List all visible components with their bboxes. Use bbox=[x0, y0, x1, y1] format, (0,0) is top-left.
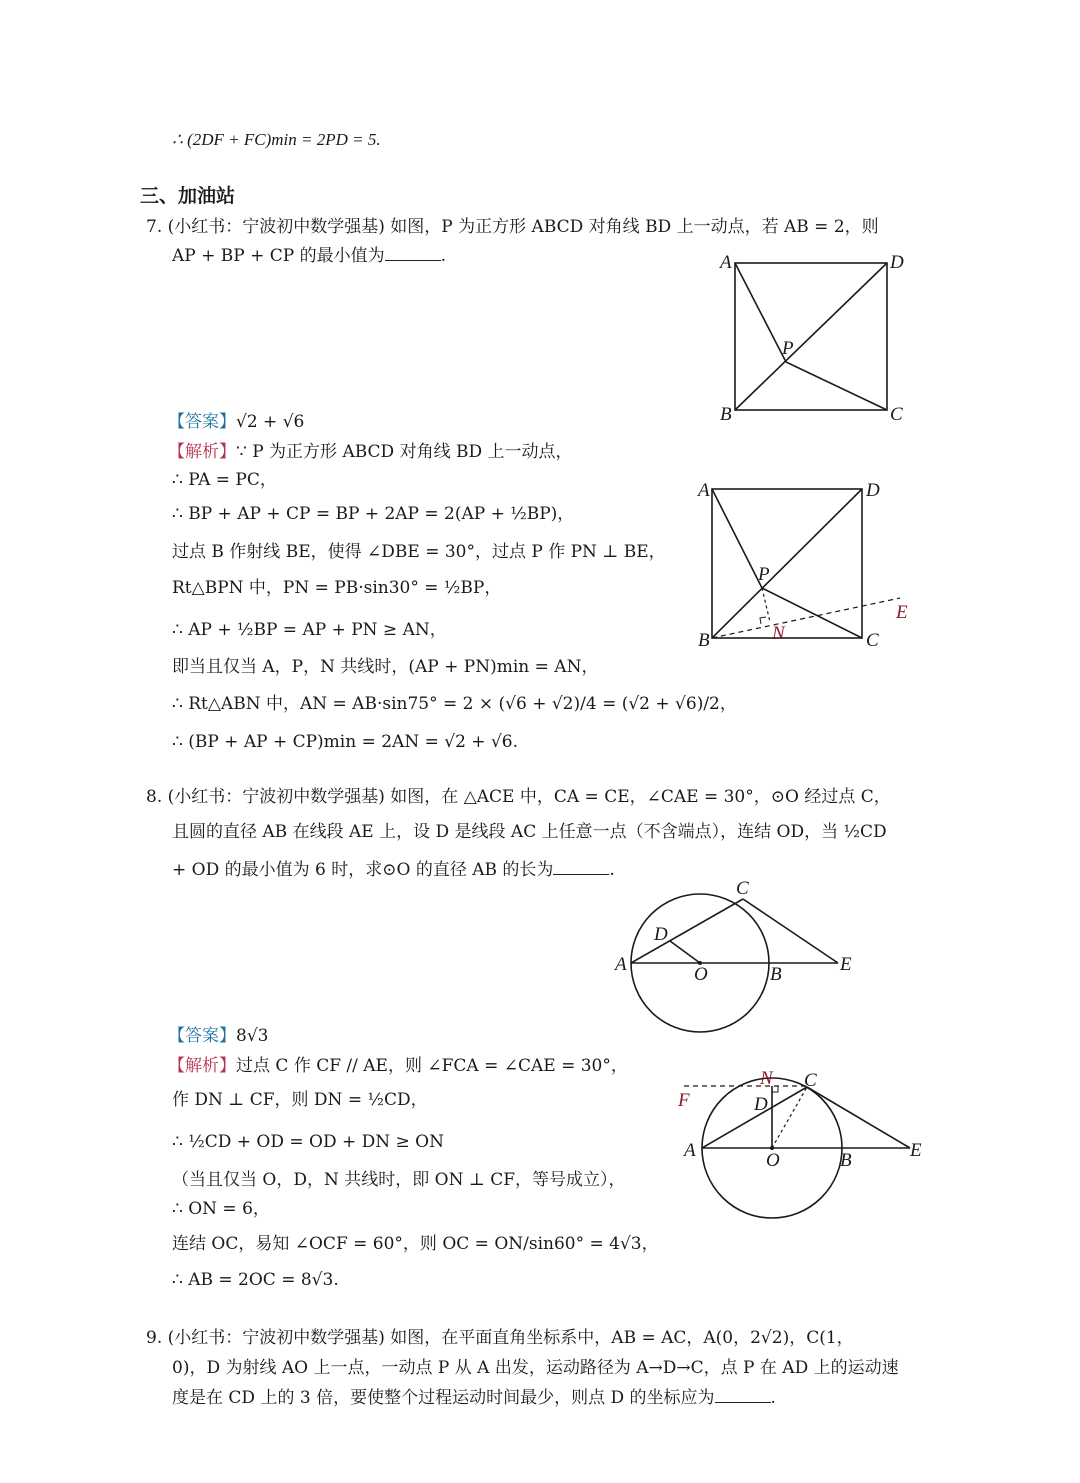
q7-statement-line2 bbox=[172, 244, 446, 268]
q7-fig2-label-p: P bbox=[758, 564, 770, 585]
q7-answer-tag: 【答案】 bbox=[168, 412, 236, 432]
q8-step-4: （当且仅当 O，D，N 共线时，即 ON ⊥ CF，等号成立）， bbox=[172, 1170, 626, 1190]
q7-fig2-label-c: C bbox=[866, 630, 879, 651]
q8-step-5: ∴ ON = 6， bbox=[172, 1199, 270, 1219]
q8-statement-line2: 且圆的直径 AB 在线段 AE 上，设 D 是线段 AC 上任意一点（不含端点），连结 OD，当 ½CD bbox=[172, 822, 887, 842]
q7-fig2-label-a: A bbox=[698, 480, 710, 501]
q7-analysis-line1 bbox=[168, 440, 573, 464]
q7-step-6: ∴ AP + ½BP = AP + PN ≥ AN， bbox=[172, 620, 447, 640]
q8-fig2-segment-ce bbox=[807, 1087, 910, 1148]
q8-fig2-label-d: D bbox=[754, 1094, 768, 1115]
q7-fig1-diagonal-bd bbox=[735, 263, 887, 410]
q8-fig2-label-c: C bbox=[804, 1070, 817, 1091]
q8-fig2-segment-oc bbox=[772, 1087, 807, 1148]
q8-step-7: ∴ AB = 2OC = 8√3. bbox=[172, 1270, 339, 1290]
q7-figure-solution bbox=[690, 476, 930, 656]
q7-fig2-label-n: N bbox=[772, 623, 785, 644]
q8-figure-solution bbox=[672, 1064, 932, 1234]
q8-line3-text: + OD 的最小值为 6 时，求⊙O 的直径 AB 的长为 bbox=[172, 860, 554, 880]
q7-line2-end: . bbox=[440, 246, 447, 266]
q7-answer-value: √2 + √6 bbox=[236, 412, 305, 432]
q7-line2-text: AP + BP + CP 的最小值为 bbox=[172, 246, 385, 266]
q7-fig2-right-angle bbox=[760, 617, 766, 624]
q7-figure-square bbox=[700, 248, 930, 428]
q8-analysis-tag: 【解析】 bbox=[168, 1056, 236, 1076]
q9-line3-end: . bbox=[770, 1388, 776, 1408]
q7-fig1-label-p: P bbox=[782, 338, 794, 359]
q8-answer-tag: 【答案】 bbox=[168, 1026, 236, 1046]
q7-fig1-segment-ap bbox=[735, 263, 786, 362]
q7-fig1-label-b: B bbox=[720, 404, 732, 425]
q7-answer-line bbox=[168, 410, 304, 434]
q9-statement-line3 bbox=[172, 1386, 776, 1410]
q7-answer-blank bbox=[385, 244, 441, 261]
q9-answer-blank bbox=[715, 1386, 771, 1403]
q7-analysis-tag: 【解析】 bbox=[168, 442, 236, 462]
q8-step-3: ∴ ½CD + OD = OD + DN ≥ ON bbox=[172, 1132, 444, 1152]
q7-fig1-segment-pc bbox=[786, 362, 887, 410]
q8-fig2-label-n: N bbox=[760, 1068, 773, 1089]
q8-analysis-line1 bbox=[168, 1054, 628, 1078]
q8-fig1-label-e: E bbox=[840, 954, 852, 975]
q8-fig1-label-o: O bbox=[694, 964, 708, 985]
q8-statement-line1: 8. (小红书：宁波初中数学强基) 如图，在 △ACE 中，CA = CE，∠CAE = 30°，⊙O 经过点 C， bbox=[146, 787, 891, 807]
q8-fig2-right-angle bbox=[772, 1086, 778, 1092]
section-title: 三、加油站 bbox=[140, 185, 236, 207]
q7-fig2-diagonal-bd bbox=[712, 489, 862, 638]
q8-fig2-label-e: E bbox=[910, 1140, 922, 1161]
q7-step-5: Rt△BPN 中，PN = PB·sin30° = ½BP， bbox=[172, 578, 502, 598]
q8-fig1-label-c: C bbox=[736, 878, 749, 899]
q8-fig1-segment-ce bbox=[743, 899, 838, 963]
q7-fig1-label-d: D bbox=[890, 252, 904, 273]
q9-statement-line1: 9. (小红书：宁波初中数学强基) 如图，在平面直角坐标系中，AB = AC，A(0，2√2)，C(1， bbox=[146, 1328, 854, 1348]
q8-fig1-label-a: A bbox=[615, 954, 627, 975]
q7-step-9: ∴ (BP + AP + CP)min = 2AN = √2 + √6. bbox=[172, 732, 519, 752]
q9-line3-text: 度是在 CD 上的 3 倍，要使整个过程运动时间最少，则点 D 的坐标应为 bbox=[172, 1388, 715, 1408]
q8-answer-line bbox=[168, 1024, 268, 1048]
q8-line3-end: . bbox=[609, 860, 615, 880]
q8-fig1-segment-od bbox=[670, 941, 700, 963]
q8-figure-circle bbox=[610, 880, 870, 1035]
q7-fig2-label-b: B bbox=[698, 630, 710, 651]
q7-step-7: 即当且仅当 A，P，N 共线时，(AP + PN)min = AN， bbox=[172, 657, 599, 677]
q9-statement-line2: 0)，D 为射线 AO 上一点，一动点 P 从 A 出发，运动路径为 A→D→C，点 P 在 AD 上的运动速 bbox=[172, 1358, 899, 1378]
q8-answer-blank bbox=[553, 858, 609, 875]
q7-step-1: ∵ P 为正方形 ABCD 对角线 BD 上一动点， bbox=[236, 442, 573, 462]
q8-fig2-label-o: O bbox=[766, 1150, 780, 1171]
q7-fig2-segment-ap bbox=[712, 489, 762, 588]
q7-statement-line1: 7. (小红书：宁波初中数学强基) 如图，P 为正方形 ABCD 对角线 BD 上一动点，若 AB = 2，则 bbox=[146, 217, 879, 237]
q7-fig1-label-c: C bbox=[890, 404, 903, 425]
q8-fig2-label-b: B bbox=[840, 1150, 852, 1171]
q8-fig2-label-a: A bbox=[684, 1140, 696, 1161]
top-conclusion: ∴ (2DF + FC)min = 2PD = 5. bbox=[172, 130, 381, 149]
q7-step-3: ∴ BP + AP + CP = BP + 2AP = 2(AP + ½BP)， bbox=[172, 504, 575, 524]
q8-statement-line3 bbox=[172, 858, 615, 882]
q8-fig1-label-d: D bbox=[654, 924, 668, 945]
q8-fig1-label-b: B bbox=[770, 964, 782, 985]
q8-fig2-label-f: F bbox=[678, 1090, 690, 1111]
q8-step-6: 连结 OC，易知 ∠OCF = 60°，则 OC = ON/sin60° = 4√3， bbox=[172, 1234, 659, 1254]
q7-fig2-label-e: E bbox=[896, 602, 908, 623]
q8-step-2: 作 DN ⊥ CF，则 DN = ½CD， bbox=[172, 1090, 428, 1110]
q7-fig2-label-d: D bbox=[866, 480, 880, 501]
q7-step-4: 过点 B 作射线 BE，使得 ∠DBE = 30°，过点 P 作 PN ⊥ BE， bbox=[172, 542, 666, 562]
q7-fig2-segment-pn bbox=[762, 588, 770, 622]
q7-step-8: ∴ Rt△ABN 中，AN = AB·sin75° = 2 × (√6 + √2)/4 = (√2 + √6)/2， bbox=[172, 694, 737, 714]
q7-fig1-label-a: A bbox=[720, 252, 732, 273]
q8-step-1: 过点 C 作 CF // AE，则 ∠FCA = ∠CAE = 30°， bbox=[236, 1056, 628, 1076]
q8-answer-value: 8√3 bbox=[236, 1026, 269, 1046]
q7-step-2: ∴ PA = PC， bbox=[172, 470, 277, 490]
